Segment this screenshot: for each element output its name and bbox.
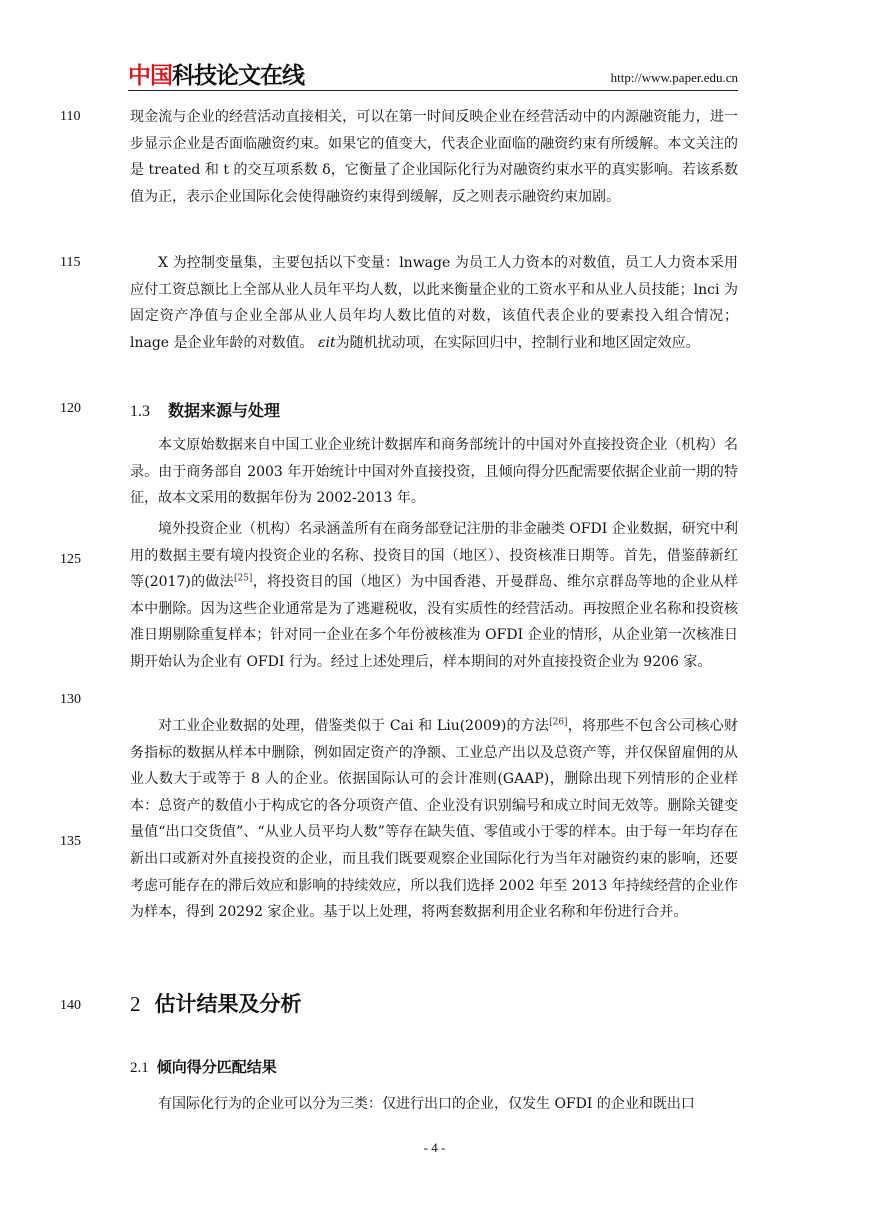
paragraph-text: X 为控制变量集，主要包括以下变量：lnwage 为员工人力资本的对数值，员工人力资本采用应付工资总额比上全部从业人员年平均人数，以此来衡量企业的工资水平和从业人员技能；lnci 为固定资产净值与企业全部从业人员年均人数比值的对数，该值代表企业的要素投入组合情况；lnage 是企业年龄的对数值。 [130,255,738,351]
line-number: 125 [60,552,81,567]
section-title: 数据来源与处理 [168,401,281,420]
error-term-symbol: εit [318,334,336,351]
header-url[interactable]: http://www.paper.edu.cn [610,70,738,85]
paragraph-text: 本文原始数据来自中国工业企业统计数据库和商务部统计的中国对外直接投资企业（机构）名录。由于商务部自 2003 年开始统计中国对外直接投资，且倾向得分匹配需要依据企业前一期的特征，故本文采用的数据年份为 2002-2013 年。 [130,437,738,507]
section-heading-2-1 [130,1056,277,1077]
section-title: 倾向得分匹配结果 [156,1058,277,1076]
line-number: 115 [60,255,81,270]
line-number: 130 [60,692,81,707]
paragraph-text: 对工业企业数据的处理，借鉴类似于 Cai 和 Liu(2009)的方法 [158,718,550,734]
journal-logo [128,62,304,90]
paragraph-text: ，将那些不包含公司核心财务指标的数据从样本中删除，例如固定资产的净额、工业总产出以及总资产等，并仅保留雇佣的从业人数大于或等于 8 人的企业。依据国际认可的会计准则(GAAP)，删除出现下列情形的企业样本：总资产的数值小于构成它的各分项资产值、企业没有识别编号和成立时间无效等。删除关键变量值“出口交货值”、“从业人员平均人数”等存在缺失值、零值或小于零的样本。由于每一年均存在新出口或新对外直接投资的企业，而且我们既要观察企业国际化行为当年对融资约束的影响，还要考虑可能存在的滞后效应和影响的持续效应，所以我们选择 2002 年至 2013 年持续经营的企业作为样本，得到 20292 家企业。基于以上处理，将两套数据利用企业名称和年份进行合并。 [130,718,739,921]
paragraph-cashflow [130,104,738,210]
section-heading-1-3 [130,398,280,421]
logo-red-text: 中国 [128,63,172,89]
citation-ref[interactable]: [25] [233,573,253,584]
paragraph-industrial-data [130,713,738,926]
line-number: 135 [60,834,81,849]
section-number: 2 [130,992,141,1016]
section-number: 2.1 [130,1060,149,1076]
section-number: 1.3 [130,403,150,420]
line-number: 110 [60,109,81,124]
line-number: 140 [60,998,81,1013]
line-number: 120 [60,401,81,416]
page-number: - 4 - [423,1140,446,1155]
paragraph-controls [130,250,738,356]
paragraph-text: 有国际化行为的企业可以分为三类：仅进行出口的企业，仅发生 OFDI 的企业和既出口 [158,1096,695,1112]
section-title: 估计结果及分析 [154,992,302,1016]
paragraph-text: ，将投资目的国（地区）为中国香港、开曼群岛、维尔京群岛等地的企业从样本中删除。因为这些企业通常是为了逃避税收，没有实质性的经营活动。再按照企业名称和投资核准日期剔除重复样本；针对同一企业在多个年份被核准为 OFDI 企业的情形，从企业第一次核准日期开始认为企业有 OFDI 行为。经过上述处理后，样本期间的对外直接投资企业为 9206 家。 [130,574,738,670]
paragraph-text: 境外投资企业（机构）名录涵盖所有在商务部登记注册的非金融类 OFDI 企业数据，研究中利用的数据主要有境内投资企业的名称、投资目的国（地区）、投资核准日期等。首先，借鉴薛新红等(2017)的做法 [130,521,738,591]
paragraph-text: 为随机扰动项，在实际回归中，控制行业和地区固定效应。 [335,334,700,351]
paragraph-psm [130,1091,738,1118]
paragraph-ofdi-data [130,516,738,676]
section-heading-2 [130,988,302,1018]
logo-black-text: 科技论文在线 [172,63,304,89]
paragraph-data-source [130,432,738,512]
citation-ref[interactable]: [26] [549,717,568,728]
header-divider [128,90,738,91]
paragraph-text: 现金流与企业的经营活动直接相关，可以在第一时间反映企业在经营活动中的内源融资能力，进一步显示企业是否面临融资约束。如果它的值变大，代表企业面临的融资约束有所缓解。本文关注的是 treated 和 t 的交互项系数 δ，它衡量了企业国际化行为对融资约束水平的真实影响。若该系数值为正，表示企业国际化会使得融资约束得到缓解，反之则表示融资约束加剧。 [130,109,738,205]
